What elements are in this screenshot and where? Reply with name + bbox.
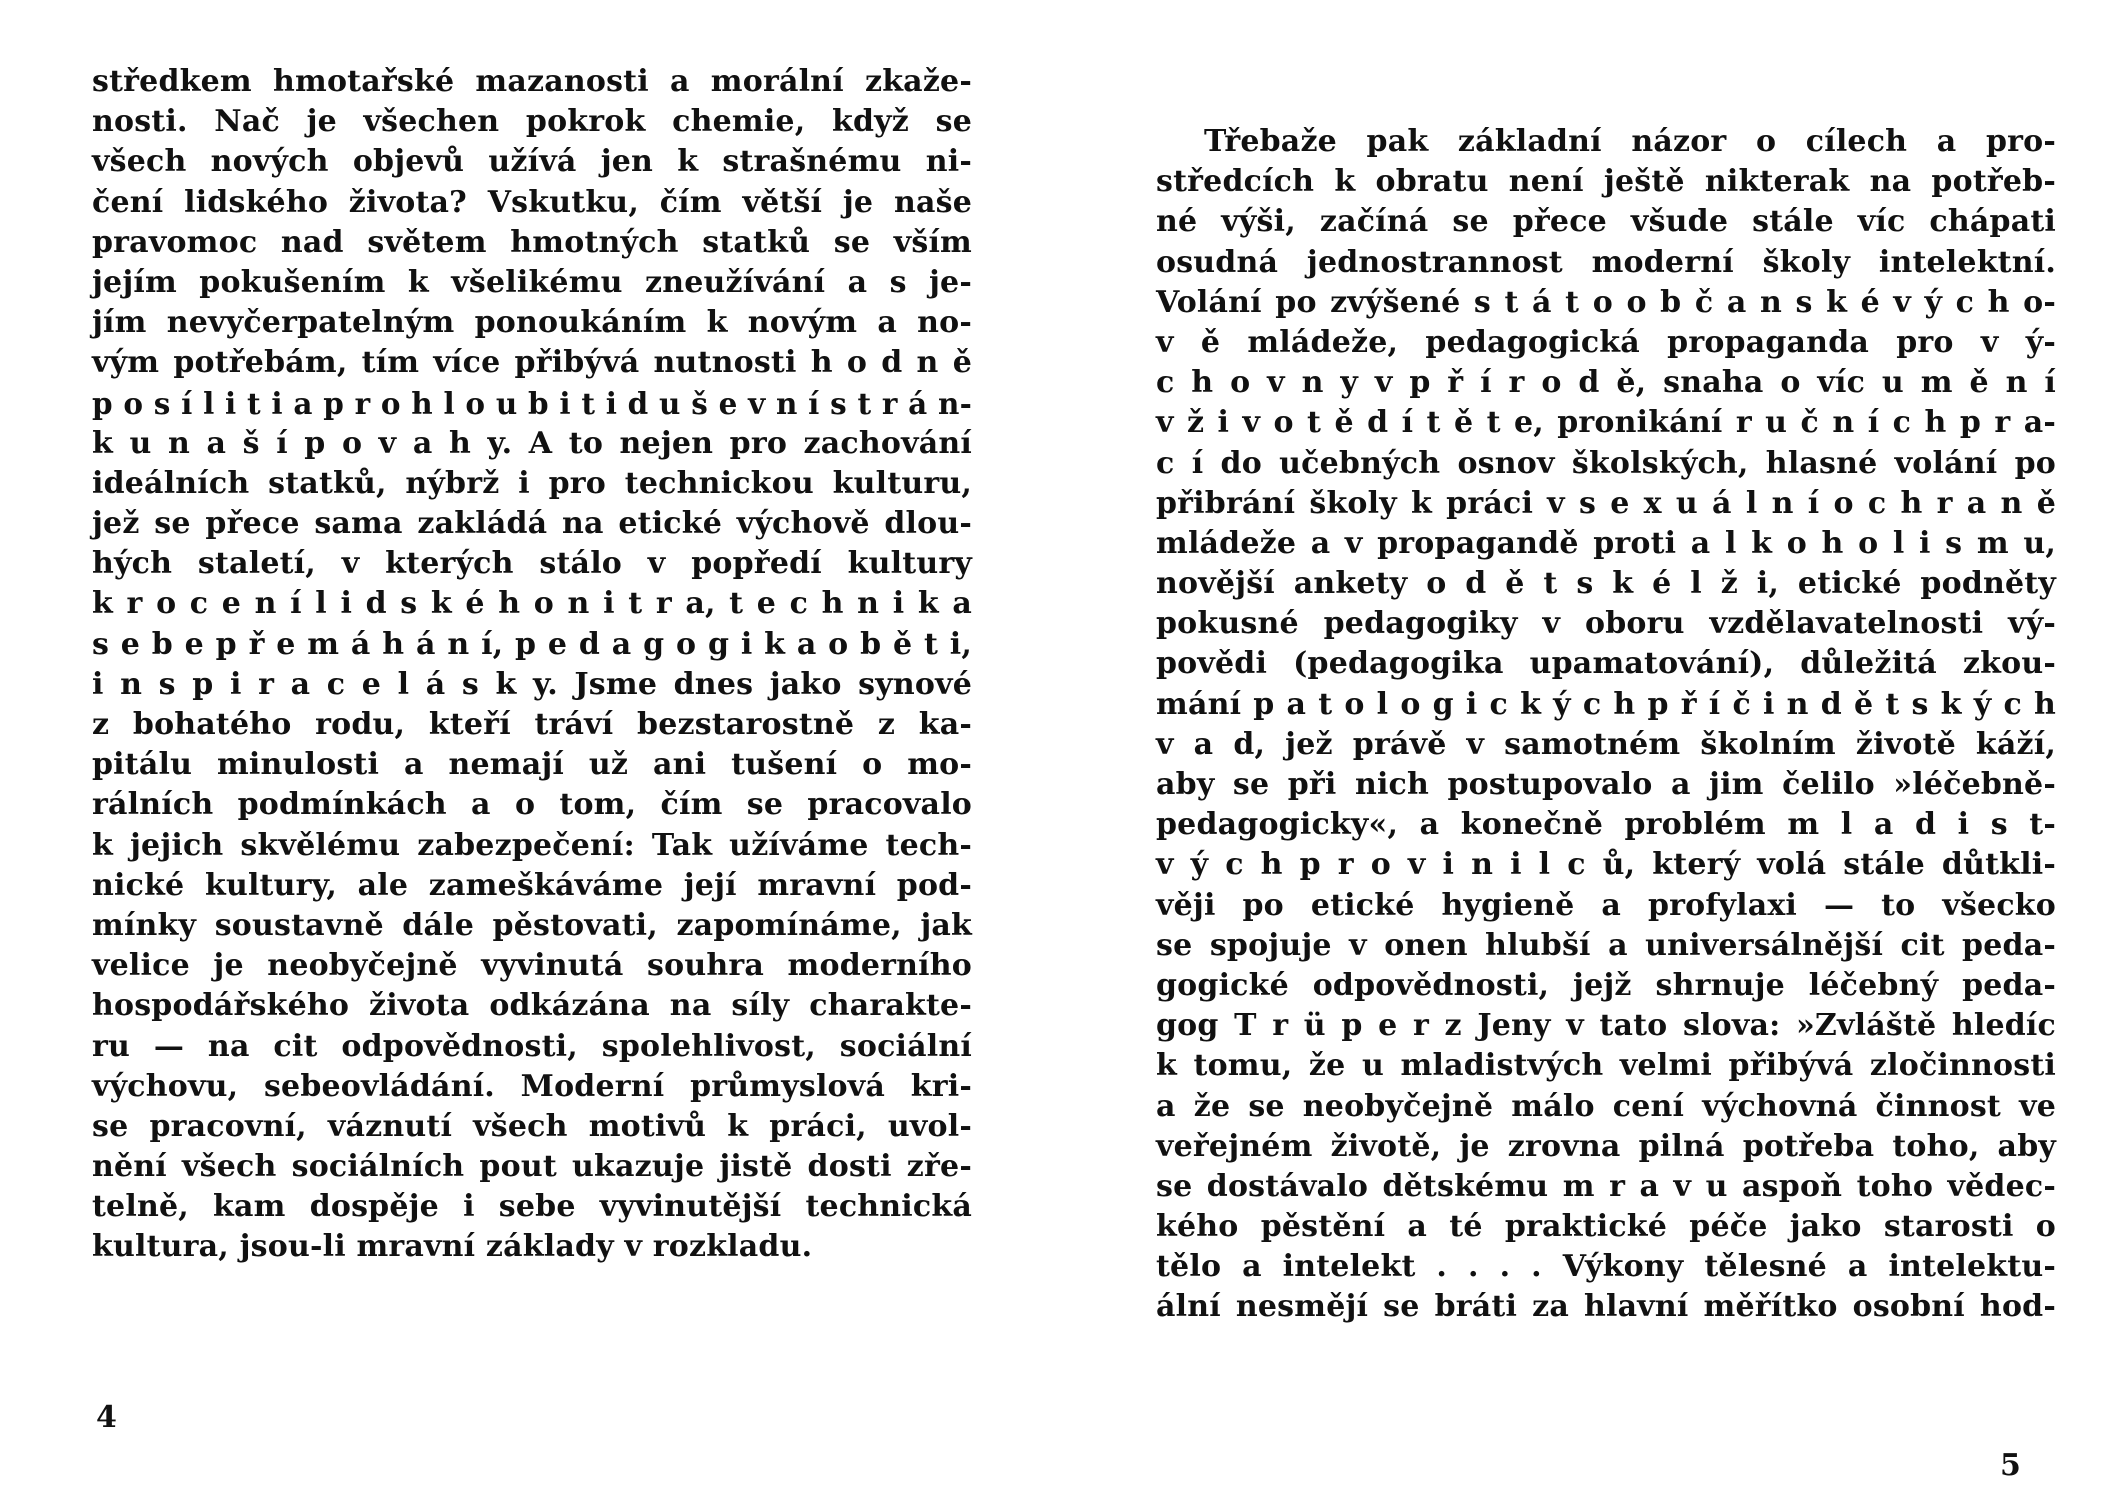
text-line: nosti. Nač je všechen pokrok chemie, když se: [92, 104, 972, 140]
text-line: pravomoc nad světem hmotných statků se vším: [92, 224, 972, 260]
text-line: k tomu, že u mladistvých velmi přibývá zločinnosti: [1156, 1048, 2056, 1084]
right-page: [1052, 0, 2104, 1500]
text-line: z bohatého rodu, kteří tráví bezstarostně z ka-: [92, 707, 972, 742]
text-line: i n s p i r a c e l á s k y. Jsme dnes jako synové: [92, 666, 972, 702]
text-line: povědi (pedagogika upamatování), důležitá zkou-: [1156, 646, 2056, 682]
page-number: 4: [96, 1400, 117, 1435]
text-line: ideálních statků, nýbrž i pro technickou kulturu,: [92, 465, 972, 501]
text-line: rálních podmínkách a o tom, čím se pracovalo: [92, 787, 972, 823]
text-line: p o s í l i t i a p r o h l o u b i t i d u š e v n í s t r á n-: [92, 385, 972, 421]
text-line: pokusné pedagogiky v oboru vzdělavatelnosti vý-: [1156, 606, 2056, 642]
text-line: telně, kam dospěje i sebe vyvinutější technická: [92, 1189, 972, 1225]
text-line: né výši, začíná se přece všude stále víc chápati: [1156, 204, 2056, 240]
text-line: s e b e p ř e m á h á n í, p e d a g o g i k a o b ě t i,: [92, 626, 972, 662]
text-line: všech nových objevů užívá jen k strašnému ni-: [92, 144, 972, 180]
text-line: mínky soustavně dále pěstovati, zapomínáme, jak: [92, 907, 972, 943]
text-line: aby se při nich postupovalo a jim čelilo »léčebně-: [1156, 767, 2056, 802]
left-page-text: [92, 62, 972, 1268]
text-line: nění všech sociálních pout ukazuje jistě dosti zře-: [92, 1149, 972, 1185]
text-line: mání p a t o l o g i c k ý c h p ř í č i n d ě t s k ý c h: [1156, 686, 2056, 722]
text-line: gogické odpovědnosti, jejž shrnuje léčebný peda-: [1156, 967, 2056, 1003]
text-line: velice je neobyčejně vyvinutá souhra moderního: [92, 948, 972, 984]
text-line: mládeže a v propagandě proti a l k o h o l i s m u,: [1156, 525, 2056, 561]
text-line: veřejném životě, je zrovna pilná potřeba toho, aby: [1156, 1128, 2056, 1164]
text-line: výchovu, sebeovládání. Moderní průmyslová kri-: [92, 1068, 972, 1104]
text-line: věji po etické hygieně a profylaxi — to všecko: [1156, 887, 2056, 923]
text-line: k u n a š í p o v a h y. A to nejen pro zachování: [92, 425, 972, 461]
text-line: hých staletí, v kterých stálo v popředí kultury: [92, 546, 972, 582]
page-number: 5: [2000, 1448, 2021, 1483]
text-line: Volání po zvýšené s t á t o o b č a n s k é v ý c h o-: [1156, 284, 2056, 320]
text-line: c h o v n y v p ř í r o d ě, snaha o víc u m ě n í: [1156, 365, 2056, 401]
text-line: tělo a intelekt . . . . Výkony tělesné a intelektu-: [1156, 1249, 2056, 1285]
text-line: středkem hmotařské mazanosti a morální zkaže-: [92, 64, 972, 99]
text-line: kého pěstění a té praktické péče jako starosti o: [1156, 1209, 2056, 1245]
text-line: přibrání školy k práci v s e x u á l n í o c h r a n ě: [1156, 485, 2056, 521]
text-line: a že se neobyčejně málo cení výchovná činnost ve: [1156, 1088, 2056, 1124]
text-line: pitálu minulosti a nemají už ani tušení o mo-: [92, 747, 972, 783]
text-line: novější ankety o d ě t s k é l ž i, etické podněty: [1156, 566, 2056, 602]
text-line: středcích k obratu není ještě nikterak na potřeb-: [1156, 164, 2056, 200]
text-line: ru — na cit odpovědnosti, spolehlivost, sociální: [92, 1028, 972, 1064]
text-line: v ě mládeže, pedagogická propaganda pro v ý-: [1156, 324, 2056, 360]
text-line: se pracovní, váznutí všech motivů k práci, uvol-: [92, 1108, 972, 1144]
text-line: se spojuje v onen hlubší a universálnější cit peda-: [1156, 927, 2056, 963]
text-line: jež se přece sama zakládá na etické výchově dlou-: [92, 506, 972, 542]
text-line: k jejich skvělému zabezpečení: Tak užíváme tech-: [92, 827, 972, 863]
text-line: čení lidského života? Vskutku, čím větší je naše: [92, 184, 972, 220]
text-line: ální nesmějí se bráti za hlavní měřítko osobní hod-: [1156, 1289, 2056, 1325]
text-line: hospodářského života odkázána na síly charakte-: [92, 988, 972, 1024]
text-line: vým potřebám, tím více přibývá nutnosti h o d n ě: [92, 345, 972, 381]
text-line: se dostávalo dětskému m r a v u aspoň toho vědec-: [1156, 1168, 2056, 1204]
text-line: v a d, jež právě v samotném školním životě káží,: [1156, 726, 2056, 762]
text-line: c í do učebných osnov školských, hlasné volání po: [1156, 445, 2056, 481]
text-line: kultura, jsou-li mravní základy v rozkladu.: [92, 1229, 813, 1265]
text-line: v ý c h p r o v i n i l c ů, který volá stále důtkli-: [1156, 847, 2056, 883]
text-line: k r o c e n í l i d s k é h o n i t r a, t e c h n i k a: [92, 586, 972, 622]
text-line: jejím pokušením k všelikému zneužívání a s je-: [92, 264, 972, 300]
text-line: gog T r ü p e r z Jeny v tato slova: »Zvláště hledíc: [1156, 1008, 2056, 1044]
text-line: jím nevyčerpatelným ponoukáním k novým a no-: [92, 305, 972, 341]
text-line: pedagogicky«, a konečně problém m l a d i s t-: [1156, 807, 2056, 843]
text-line: v ž i v o t ě d í t ě t e, pronikání r u č n í c h p r a-: [1156, 405, 2056, 441]
right-page-text: [1156, 122, 2056, 1328]
text-line: Třebaže pak základní názor o cílech a pro-: [1204, 124, 2056, 159]
text-line: osudná jednostrannost moderní školy intelektní.: [1156, 244, 2056, 280]
text-line: nické kultury, ale zameškáváme její mravní pod-: [92, 867, 972, 903]
